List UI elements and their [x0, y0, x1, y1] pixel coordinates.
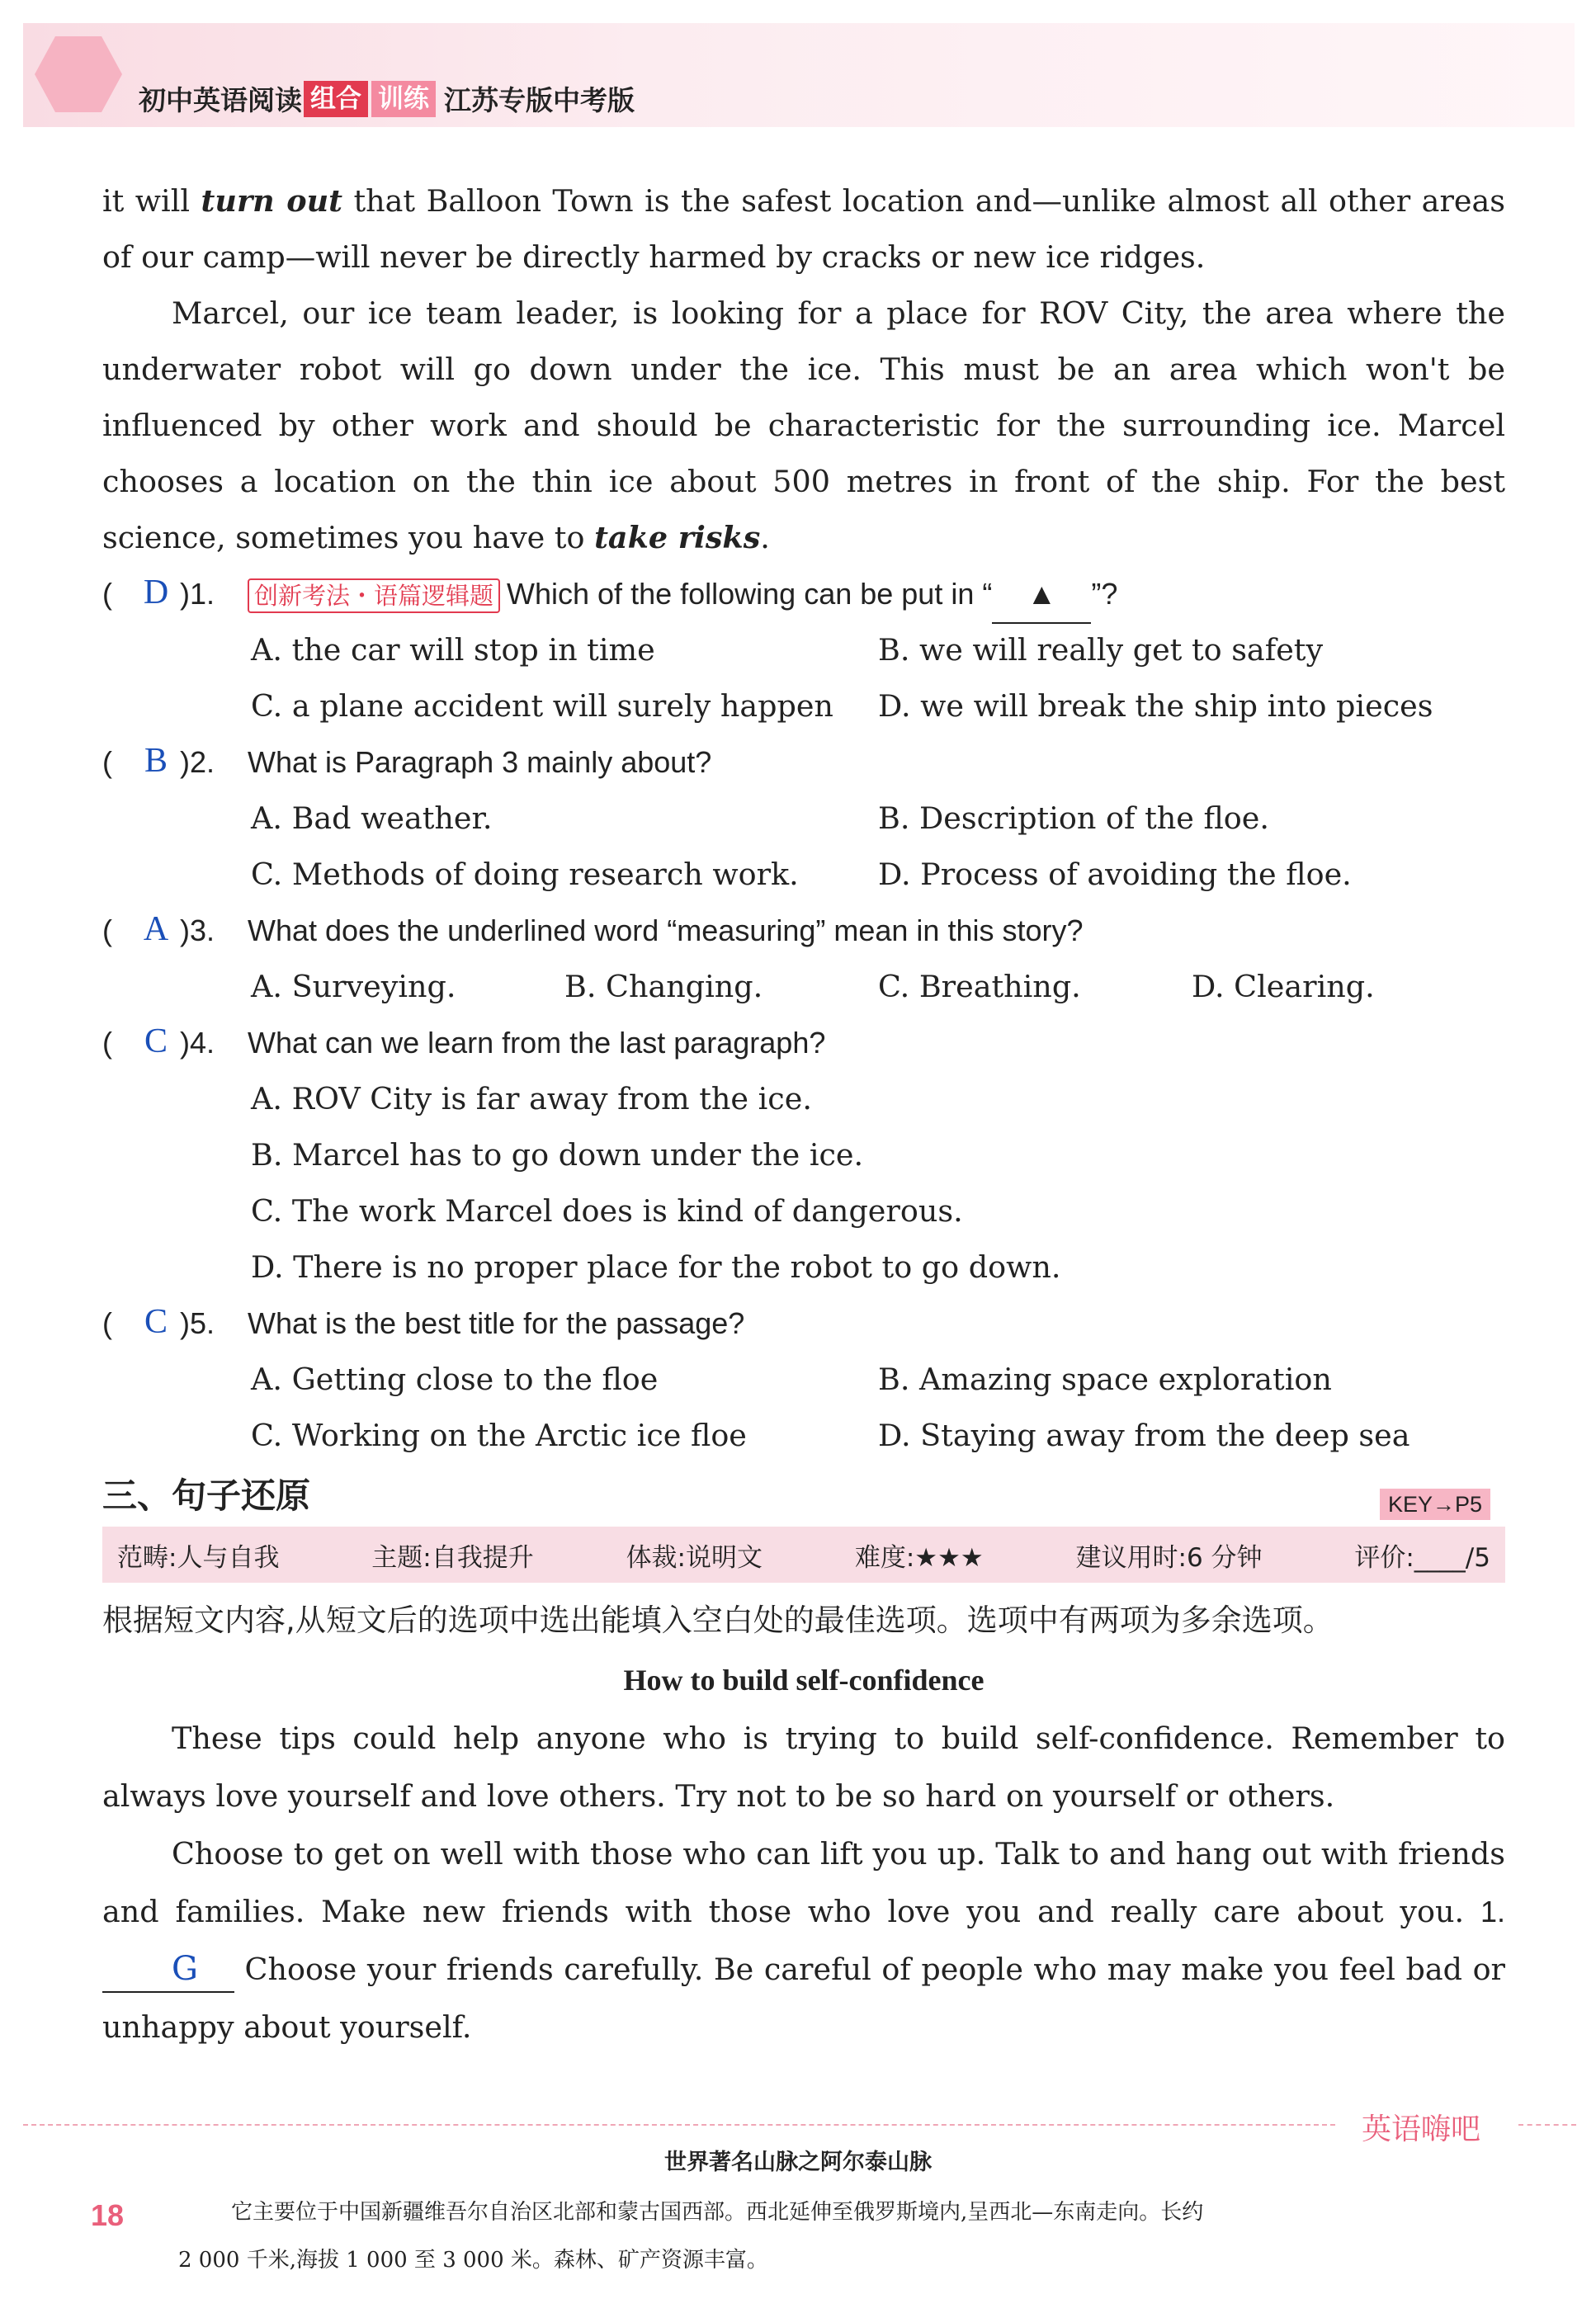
passage-paragraph-1: it will turn out that Balloon Town is the safest location and—unlike almost all other areas of our camp—will never be directly harmed by cracks or new ice ridges. — [102, 183, 1505, 275]
footer-title: 世界著名山脉之阿尔泰山脉 — [664, 2150, 932, 2175]
answer-2: B — [144, 742, 168, 780]
options-row: C. Methods of doing research work. D. Process of avoiding the floe. — [251, 857, 1352, 892]
page-content — [102, 173, 1505, 2056]
title-tag-2: 训练 — [371, 81, 436, 117]
fill-blank-answer: G — [102, 1947, 234, 1993]
question-type-badge: 创新考法・语篇逻辑题 — [248, 578, 500, 613]
question-1: ( D )1. 创新考法・语篇逻辑题 Which of the following can be put in “ ▲ ”? — [102, 566, 1505, 622]
question-2: ( B )2. What is Paragraph 3 mainly about? — [102, 734, 1505, 791]
instructions: 根据短文内容,从短文后的选项中选出能填入空白处的最佳选项。选项中有两项为多余选项。 — [102, 1603, 1334, 1638]
option: C. The work Marcel does is kind of dangerous. — [251, 1193, 963, 1229]
footer-text: 2 000 千米,海拔 1 000 至 3 000 米。森林、矿产资源丰富。 — [178, 2248, 768, 2273]
exercise-info-bar — [102, 1527, 1505, 1583]
passage-paragraph: These tips could help anyone who is trying to build self-confidence. Remember to always love yourself and love others. Try not to be so hard on yourself or others. — [102, 1721, 1505, 1814]
answer-5: C — [144, 1303, 168, 1341]
answer-key-ref: KEY→P5 — [1380, 1489, 1490, 1520]
question-4: ( C )4. What can we learn from the last paragraph? — [102, 1015, 1505, 1071]
info-genre: 体裁:说明文 — [626, 1542, 763, 1573]
options-row: A. Getting close to the floe B. Amazing space exploration — [251, 1362, 1332, 1397]
footer-text: 它主要位于中国新疆维吾尔自治区北部和蒙古国西部。西北延伸至俄罗斯境内,呈西北—东南走向。长约 — [231, 2200, 1204, 2225]
section-heading — [102, 1464, 1505, 1527]
footer-divider — [23, 2124, 1335, 2126]
question-3: ( A )3. What does the underlined word “measuring” mean in this story? — [102, 903, 1505, 959]
title-suffix: 江苏专版中考版 — [444, 84, 635, 116]
option: A. ROV City is far away from the ice. — [251, 1081, 812, 1116]
info-category: 范畴:人与自我 — [117, 1542, 280, 1573]
answer-3: A — [143, 910, 169, 948]
info-time: 建议用时:6 分钟 — [1075, 1542, 1263, 1573]
answer-blank: ▲ — [992, 566, 1091, 624]
info-score: 评价:____/5 — [1354, 1542, 1490, 1573]
question-5: ( C )5. What is the best title for the passage? — [102, 1296, 1505, 1352]
answer-1: D — [143, 574, 169, 611]
footer-divider — [1518, 2124, 1576, 2126]
passage-paragraph-2: Marcel, our ice team leader, is looking for a place for ROV City, the area where the underwater robot will go down under the ice. This must be an area which won't be influenced by other work and should be characteristic for the surrounding ice. Marcel chooses a location on the thin ice about 500 metres in front of the ship. For the best science, sometimes you have to take risks. — [102, 295, 1505, 555]
info-difficulty: 难度:★★★ — [854, 1542, 984, 1573]
option: D. There is no proper place for the robot to go down. — [251, 1249, 1061, 1285]
options-row: C. Working on the Arctic ice floe D. Staying away from the deep sea — [251, 1418, 1410, 1453]
section-title: 三、句子还原 — [102, 1475, 311, 1516]
options-row: A. the car will stop in time B. we will really get to safety — [251, 632, 1324, 668]
options-row: C. a plane accident will surely happen D. we will break the ship into pieces — [251, 688, 1433, 724]
brand-label: 英语嗨吧 — [1362, 2112, 1481, 2146]
options-row: A. Bad weather. B. Description of the floe. — [251, 800, 1269, 836]
options-row: A. Surveying. B. Changing. C. Breathing. D. Clearing. — [251, 969, 1375, 1004]
page-number: 18 — [91, 2198, 125, 2232]
answer-4: C — [144, 1022, 168, 1060]
title-tag-1: 组合 — [304, 81, 368, 117]
title-prefix: 初中英语阅读 — [139, 84, 302, 116]
passage-title: How to build self-confidence — [623, 1664, 985, 1697]
passage-paragraph: Choose to get on well with those who can lift you up. Talk to and hang out with friends and families. Make new friends with those who love you and really care about you. 1. G Choose your friends carefully. Be careful of people who may make you feel bad or unhappy about yourself. — [102, 1836, 1505, 2045]
info-theme: 主题:自我提升 — [371, 1542, 534, 1573]
book-title — [139, 79, 635, 118]
option: B. Marcel has to go down under the ice. — [251, 1137, 864, 1173]
hexagon-logo-icon — [33, 33, 124, 116]
